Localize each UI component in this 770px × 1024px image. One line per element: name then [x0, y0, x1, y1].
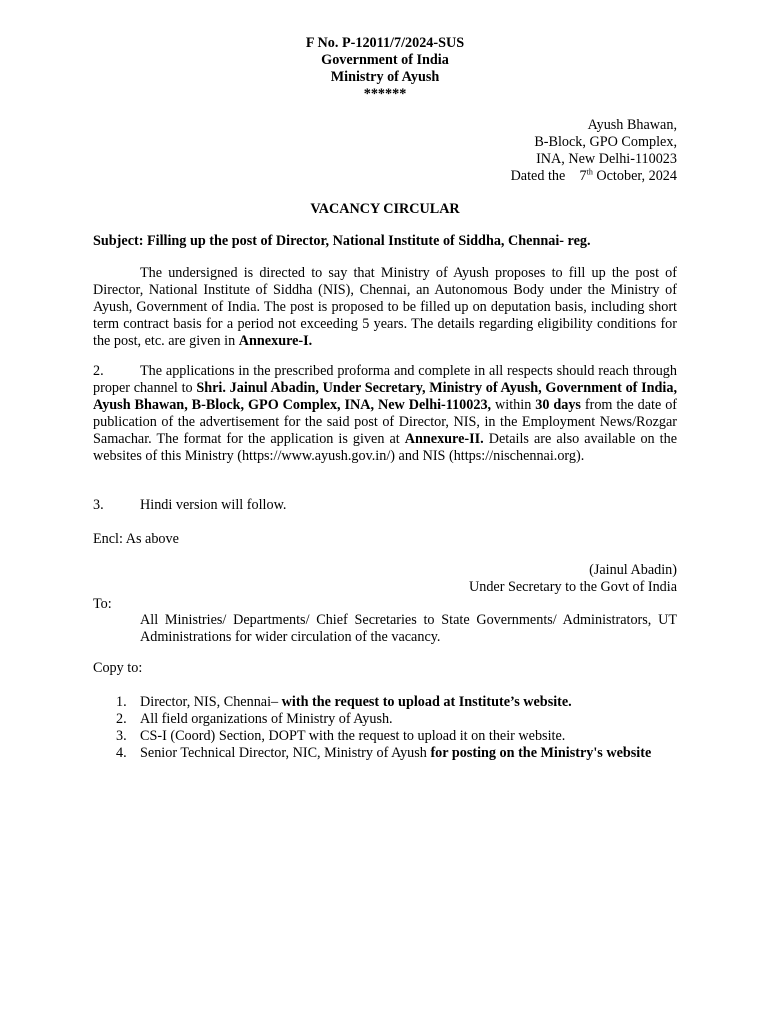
circular-title: VACANCY CIRCULAR — [310, 201, 460, 217]
date-prefix: Dated the — [510, 168, 566, 184]
subject-line: Subject: Filling up the post of Director, National Institute of Siddha, Chennai- reg. — [93, 233, 591, 249]
paragraph-2-number: 2. — [93, 363, 104, 379]
date-suffix: th — [586, 167, 593, 177]
list-item-text: CS-I (Coord) Section, DOPT with the request to upload it on their website. — [140, 728, 566, 744]
paragraph-1-text: The undersigned is directed to say that Ministry of Ayush proposes to fill up the post of Director, National Institute of Siddha (NIS), Chennai, an Autonomous Body under the Ministry of Ayush, Government of India. The post is proposed to be filled up on deputation basis, including short term contract basis for a period not exceeding 5 years. The details regarding eligibility conditions for the post, etc. are given in — [93, 265, 677, 349]
document-header — [0, 35, 770, 103]
paragraph-2-text-1: The applications in the prescribed proforma and complete in all respects should reach through proper channel to — [93, 363, 677, 396]
paragraph-2-text-2: within — [495, 397, 532, 413]
annexure-2-ref: Annexure-II. — [404, 431, 484, 447]
list-item-text: All field organizations of Ministry of Ayush. — [140, 711, 393, 727]
date-day: 7 — [579, 168, 587, 184]
file-number: F No. P-12011/7/2024-SUS — [305, 35, 465, 51]
list-item-text: Senior Technical Director, NIC, Ministry of Ayush — [140, 745, 431, 761]
address-line-3: INA, New Delhi-110023 — [536, 151, 677, 167]
address-line-1: Ayush Bhawan, — [587, 117, 677, 133]
address-line-2: B-Block, GPO Complex, — [534, 134, 677, 150]
list-item — [93, 694, 677, 711]
to-label: To: — [93, 596, 112, 612]
signatory-designation: Under Secretary to the Govt of India — [468, 579, 677, 595]
date-month-year: October, 2024 — [596, 168, 677, 184]
list-item-bold-text: with the request to upload at Institute’s website. — [281, 694, 572, 710]
header-separator: ****** — [363, 86, 407, 102]
government-name: Government of India — [321, 52, 449, 68]
deadline-days: 30 days — [535, 397, 581, 413]
signature-block — [469, 562, 677, 596]
paragraph-1 — [93, 265, 677, 350]
paragraph-2-text-4: Details are also available on the websites of this Ministry (https://www.ayush.gov.in/) and NIS (https://nischennai.org). — [93, 431, 678, 464]
paragraph-3-text: Hindi version will follow. — [140, 497, 287, 513]
list-item — [93, 711, 677, 728]
list-item-number: 1. — [116, 694, 127, 710]
annexure-1-ref: Annexure-I. — [238, 333, 313, 349]
paragraph-3-number: 3. — [93, 497, 104, 513]
paragraph-2-text-3: from the date of publication of the advertisement for the said post of Director, NIS, in the Employment News/Rozgar Samachar. The format for the application is given at — [93, 397, 678, 447]
recipients-text: All Ministries/ Departments/ Chief Secretaries to State Governments/ Administrators, UT Administrations for wider circulation of the vacancy. — [140, 612, 677, 645]
list-item-bold-text: for posting on the Ministry's website — [430, 745, 652, 761]
ministry-name: Ministry of Ayush — [330, 69, 440, 85]
list-item-number: 4. — [116, 745, 127, 761]
list-item — [93, 728, 677, 745]
enclosure-note: Encl: As above — [93, 531, 179, 547]
list-item-number: 3. — [116, 728, 127, 744]
list-item — [93, 745, 677, 762]
document-date — [511, 168, 677, 185]
application-address: Shri. Jainul Abadin, Under Secretary, Ministry of Ayush, Government of India, Ayush Bhawan, B-Block, GPO Complex, INA, New Delhi-110023, — [93, 380, 677, 413]
signatory-name: (Jainul Abadin) — [589, 562, 677, 578]
copy-to-label: Copy to: — [93, 660, 143, 676]
list-item-text: Director, NIS, Chennai– — [140, 694, 282, 710]
sender-address — [511, 117, 677, 185]
copy-to-list — [93, 694, 677, 762]
paragraph-2 — [93, 363, 677, 465]
list-item-number: 2. — [116, 711, 127, 727]
paragraph-3 — [93, 497, 677, 514]
